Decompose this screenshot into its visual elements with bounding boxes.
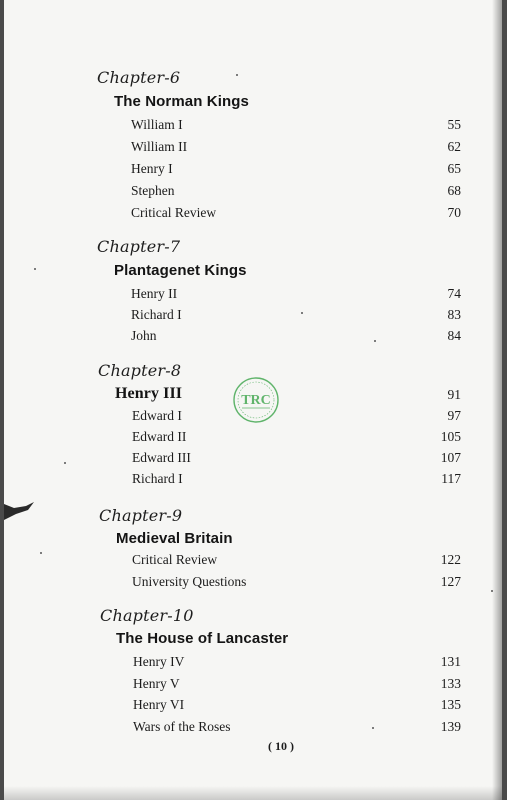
toc-entry-page: 68 — [447, 183, 461, 198]
trc-watermark-logo — [231, 375, 281, 425]
toc-entry-title: Henry VI — [133, 697, 185, 712]
toc-entry-page: 65 — [447, 161, 461, 176]
toc-entry-page: 107 — [440, 450, 461, 465]
chapter-title: Henry III — [115, 385, 183, 402]
toc-entry-title: Henry IV — [133, 654, 185, 669]
toc-entry-page: 105 — [440, 429, 461, 444]
toc-entry-page: 135 — [440, 697, 461, 712]
toc-entry-title: Henry V — [133, 676, 180, 691]
toc-entry-page: 97 — [447, 408, 461, 423]
chapter-label: Chapter-10 — [100, 606, 194, 625]
toc-entry-page: 139 — [440, 719, 461, 734]
toc-entry-page: 117 — [441, 471, 461, 486]
toc-entry-title: Edward I — [132, 408, 182, 423]
book-page — [4, 0, 502, 800]
page-edge-shadow — [492, 0, 502, 800]
paper-speck — [374, 340, 376, 342]
toc-entry-page: 74 — [447, 286, 461, 301]
toc-entry-title: Stephen — [131, 183, 175, 198]
toc-entry-page: 122 — [440, 552, 461, 567]
paper-speck — [491, 590, 493, 592]
paper-speck — [372, 727, 374, 729]
chapter-label: Chapter-7 — [97, 237, 181, 256]
chapter-title: The House of Lancaster — [116, 630, 289, 647]
toc-entry-title: John — [131, 328, 157, 343]
chapter-label: Chapter-6 — [97, 68, 181, 87]
chapter-title: Plantagenet Kings — [114, 262, 247, 279]
paper-speck — [40, 552, 42, 554]
watermark-text: TRC — [241, 393, 271, 408]
paper-speck — [236, 74, 238, 76]
chapter-title: Medieval Britain — [116, 530, 233, 547]
toc-entry-page: 55 — [447, 117, 461, 132]
toc-entry-page: 84 — [447, 328, 461, 343]
page-bottom-shade — [4, 786, 502, 800]
paper-speck — [34, 268, 36, 270]
chapter-title: The Norman Kings — [114, 93, 249, 110]
toc-entry-title: Henry I — [131, 161, 173, 176]
toc-entry-title: Richard I — [132, 471, 183, 486]
torn-edge-mark — [4, 490, 44, 530]
chapter-label: Chapter-9 — [99, 506, 183, 525]
toc-entry-page: 133 — [440, 676, 461, 691]
toc-entry-page: 83 — [447, 307, 461, 322]
paper-speck — [301, 312, 303, 314]
toc-entry-page: 127 — [440, 574, 461, 589]
toc-entry-title: William II — [131, 139, 188, 154]
toc-entry-page: 131 — [440, 654, 461, 669]
toc-entry-page: 70 — [447, 205, 461, 220]
toc-entry-title: Critical Review — [132, 552, 218, 567]
toc-entry-title: Edward III — [132, 450, 191, 465]
toc-entry-page: 91 — [447, 387, 461, 402]
toc-entry-title: William I — [131, 117, 183, 132]
toc-entry-title: Edward II — [132, 429, 187, 444]
toc-entry-page: 62 — [447, 139, 461, 154]
toc-entry-title: Richard I — [131, 307, 182, 322]
page-number: ( 10 ) — [268, 739, 294, 753]
toc-entry-title: Wars of the Roses — [133, 719, 231, 734]
chapter-label: Chapter-8 — [98, 361, 182, 380]
toc-entry-title: University Questions — [132, 574, 247, 589]
paper-speck — [64, 462, 66, 464]
toc-entry-title: Henry II — [131, 286, 178, 301]
toc-entry-title: Critical Review — [131, 205, 217, 220]
